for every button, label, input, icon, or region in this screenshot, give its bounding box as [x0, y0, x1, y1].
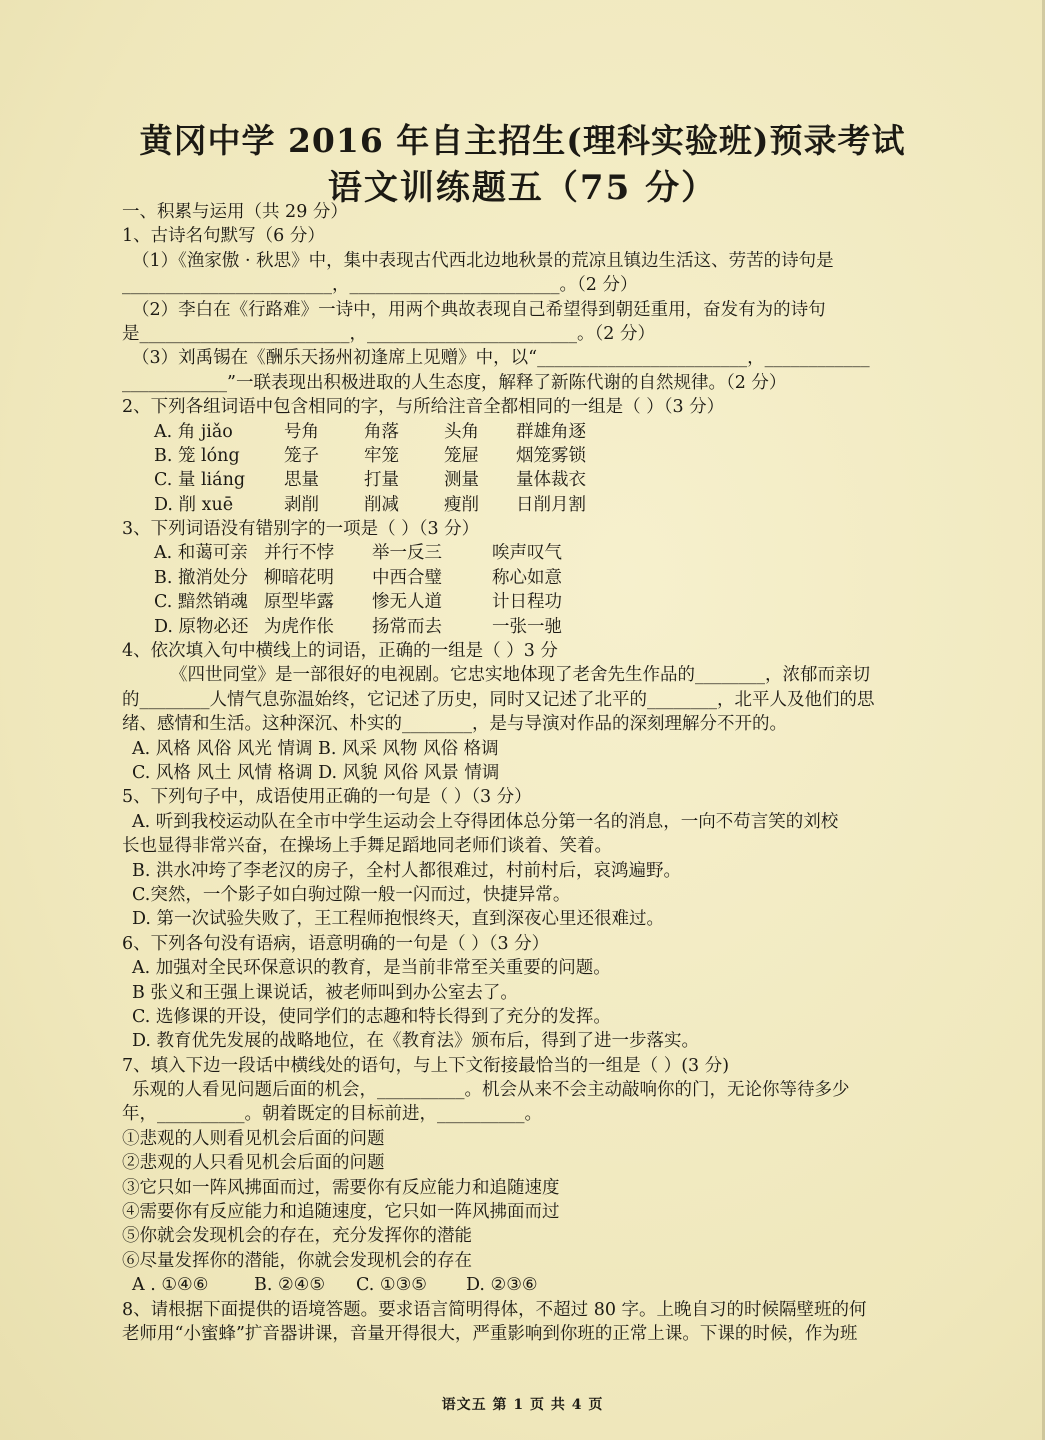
question-7-sentence: ⑥尽量发挥你的潜能，你就会发现机会的存在 — [122, 1250, 472, 1271]
question-7-sentence: ③它只如一阵风拂面而过，需要你有反应能力和追随速度 — [122, 1177, 560, 1198]
question-5-option: C.突然，一个影子如白驹过隙一般一闪而过，快捷异常。 — [132, 884, 571, 905]
q2-option: A. 角 jiǎo 号角 角落 头角 群雄角逐 — [154, 421, 586, 442]
q3-option: A. 和蔼可亲 并行不悖 举一反三 唉声叹气 — [154, 543, 562, 564]
question-7-options: A . ①④⑥ B. ②④⑤ C. ①③⑤ D. ②③⑥ — [132, 1275, 538, 1296]
question-7-sentence: ②悲观的人只看见机会后面的问题 — [122, 1153, 385, 1174]
question-4-passage: 绪、感情和生活。这种深沉、朴实的________，是与导演对作品的深刻理解分不开的。 — [122, 714, 787, 735]
question-8-text: 老师用“小蜜蜂”扩音器讲课，音量开得很大，严重影响到你班的正常上课。下课的时候，作为班 — [122, 1323, 858, 1344]
question-8-title: 8、请根据下面提供的语境答题。要求语言简明得体，不超过 80 字。上晚自习的时候隔壁班的何 — [122, 1299, 867, 1320]
question-1-part-2: （2）李白在《行路难》一诗中，用两个典故表现自己希望得到朝廷重用，奋发有为的诗句 — [132, 299, 826, 320]
question-7-title: 7、填入下边一段话中横线处的语句，与上下文衔接最恰当的一组是（ ）(3 分) — [122, 1055, 730, 1076]
question-1-part-3: （3）刘禹锡在《酬乐天扬州初逢席上见赠》中，以“________________________，____________ — [132, 348, 870, 369]
question-4-options: A. 风格 风俗 风光 情调 B. 风采 风物 风俗 格调 — [132, 738, 499, 759]
question-7-sentence: ⑤你就会发现机会的存在，充分发挥你的潜能 — [122, 1226, 472, 1247]
q2-option: C. 量 liáng 思量 打量 测量 量体裁衣 — [154, 470, 586, 491]
question-4-passage: 《四世同堂》是一部很好的电视剧。它忠实地体现了老舍先生作品的________，浓郁而亲切 — [170, 665, 870, 686]
question-7-sentence: ①悲观的人则看见机会后面的问题 — [122, 1128, 385, 1149]
exam-subtitle: 语文训练题五（75 分） — [327, 168, 718, 208]
q3-option: C. 黯然销魂 原型毕露 惨无人道 计日程功 — [154, 592, 562, 613]
question-7-sentence: ④需要你有反应能力和追随速度，它只如一阵风拂面而过 — [122, 1202, 560, 1223]
question-6-option: A. 加强对全民环保意识的教育，是当前非常至关重要的问题。 — [132, 958, 611, 979]
q3-option: D. 原物必还 为虎作伥 扬常而去 一张一驰 — [154, 616, 562, 637]
question-2-title: 2、下列各组词语中包含相同的字，与所给注音全都相同的一组是（ ）（3 分） — [122, 397, 725, 418]
exam-body — [122, 200, 972, 1346]
exam-title: 黄冈中学 2016 年自主招生(理科实验班)预录考试 — [139, 121, 906, 160]
question-6-option: D. 教育优先发展的战略地位，在《教育法》颁布后，得到了进一步落实。 — [132, 1031, 700, 1052]
question-5-option: A. 听到我校运动队在全市中学生运动会上夺得团体总分第一名的消息，一向不苟言笑的刘校 — [132, 811, 839, 832]
question-4-title: 4、依次填入句中横线上的词语，正确的一组是（ ）3 分 — [122, 641, 558, 662]
question-7-passage: 乐观的人看见问题后面的机会，__________。机会从来不会主动敲响你的门，无论你等待多少 — [132, 1080, 850, 1101]
question-1-part-3-cont: ____________”一联表现出积极进取的人生态度，解释了新陈代谢的自然规律。（2 分） — [122, 372, 787, 393]
question-5-option: B. 洪水冲垮了李老汉的房子，全村人都很难过，村前村后，哀鸿遍野。 — [132, 860, 681, 881]
question-1-title: 1、古诗名句默写（6 分） — [122, 226, 325, 247]
question-3-title: 3、下列词语没有错别字的一项是（ ）（3 分） — [122, 519, 480, 540]
question-6-option: C. 选修课的开设，使同学们的志趣和特长得到了充分的发挥。 — [132, 1006, 611, 1027]
question-1-part-1: （1）《渔家傲 · 秋思》中，集中表现古代西北边地秋景的荒凉且镇边生活这、劳苦的诗句是 — [132, 250, 834, 271]
q2-option: D. 削 xuē 剥削 削减 瘦削 日削月割 — [154, 494, 586, 515]
question-1-part-1-blanks: ________________________，________________________。（2 分） — [122, 275, 638, 296]
page-footer: 语文五 第 1 页 共 4 页 — [441, 1397, 604, 1413]
question-5-option: D. 第一次试验失败了，王工程师抱恨终天，直到深夜心里还很难过。 — [132, 909, 665, 930]
question-6-option: B 张义和王强上课说话，被老师叫到办公室去了。 — [132, 982, 518, 1003]
q2-option: B. 笼 lóng 笼子 牢笼 笼屉 烟笼雾锁 — [154, 445, 586, 466]
question-5-option: 长也显得非常兴奋，在操场上手舞足蹈地同老师们谈着、笑着。 — [122, 836, 612, 857]
question-5-title: 5、下列句子中，成语使用正确的一句是（ ）（3 分） — [122, 787, 532, 808]
question-4-options: C. 风格 风土 风情 格调 D. 风貌 风俗 风景 情调 — [132, 762, 500, 783]
section-heading: 一、积累与运用（共 29 分） — [122, 202, 348, 222]
question-6-title: 6、下列各句没有语病，语意明确的一句是（ ）（3 分） — [122, 933, 550, 954]
question-1-part-2-blanks: 是________________________，________________________。（2 分） — [122, 323, 655, 344]
question-4-passage: 的________人情气息弥温始终，它记述了历史，同时又记述了北平的________，北平人及他们的思 — [122, 689, 875, 710]
q3-option: B. 撤消处分 柳暗花明 中西合璧 称心如意 — [154, 567, 562, 588]
question-7-passage: 年，__________。朝着既定的目标前进，__________。 — [122, 1104, 542, 1125]
